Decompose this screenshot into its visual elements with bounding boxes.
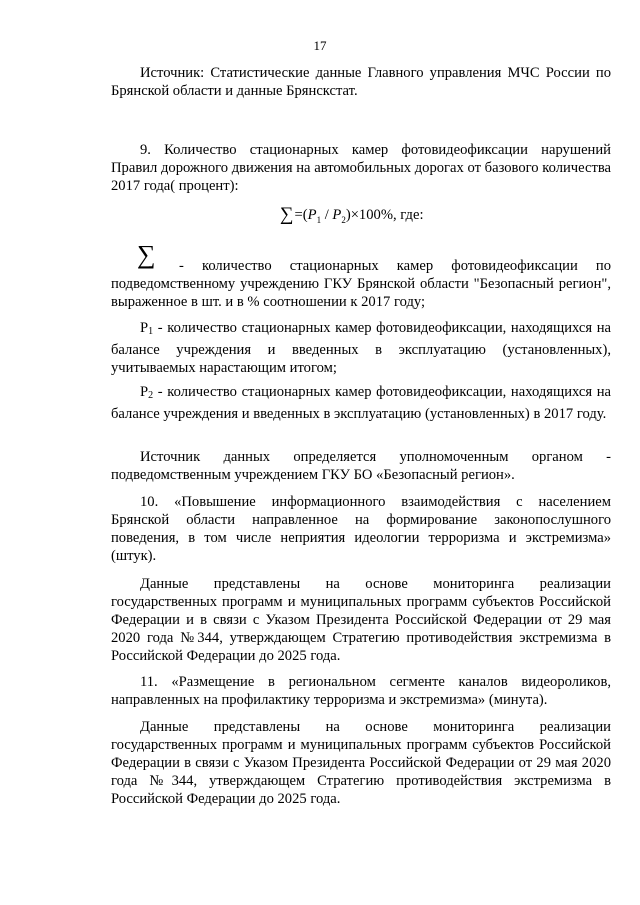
item-9-heading: 9. Количество стационарных камер фотовидеофиксации нарушений Правил дорожного движения на автомобильных дорогах от базового количества 2017 года( процент):	[111, 142, 611, 194]
formula-p2-sub: 2	[341, 214, 346, 225]
p1-text: - количество стационарных камер фотовидеофиксации, находящихся на балансе учреждения и введенных в эксплуатацию (установленных), учитываемых нарастающим итогом;	[111, 320, 611, 376]
item-11-data: Данные представлены на основе мониторинга реализации государственных программ и муниципальных программ субъектов Российской Федерации в связи с Указом Президента Российской Федерации от 29 мая 2020 года №344, утверждающем Стратегию противодействия экстремизма в Российской Федерации до 2025 года.	[111, 719, 611, 807]
formula-p2: P	[332, 207, 342, 223]
formula-p1: P	[307, 207, 317, 223]
formula-slash: /	[321, 207, 333, 223]
item-10-heading: 10. «Повышение информационного взаимодействия с населением Брянской области направленное на формирование законопослушного поведения, в том числе неприятия идеологии терроризма и экстремизма» (штук).	[111, 494, 611, 564]
p2-subscript: 2	[148, 390, 154, 401]
item-10-data: Данные представлены на основе мониторинга реализации государственных программ и муниципальных программ субъектов Российской Федерации и в связи с Указом Президента Российской Федерации от 29 мая 2020 года №344, утверждающем Стратегию противодействия экстремизма в Российской Федерации до 2025 года.	[111, 576, 611, 664]
p1-definition	[111, 319, 611, 377]
formula-tail: )×100%, где:	[345, 207, 424, 223]
source-statistics: Источник: Статистические данные Главного управления МЧС России по Брянской области и данные Брянскстат.	[111, 65, 611, 99]
formula-p1-sub: 1	[316, 214, 322, 225]
p2-definition	[111, 383, 611, 423]
sigma-definition: - количество стационарных камер фотовидеофиксации по подведомственному учреждению ГКУ Брянской области "Безопасный регион", выраженное в шт. и в % соотношении к 2017 году;	[111, 258, 611, 310]
formula	[280, 205, 424, 230]
sigma-definition-symbol: ∑	[137, 240, 156, 269]
p1-symbol: P	[140, 320, 149, 336]
p2-text: - количество стационарных камер фотовидеофиксации, находящихся на балансе учреждения и введенных в эксплуатацию (установленных) в 2017 году.	[111, 384, 611, 422]
sigma-symbol: ∑	[280, 204, 294, 225]
page-number: 17	[313, 38, 327, 53]
p1-subscript: 1	[148, 326, 154, 337]
data-source-note: Источник данных определяется уполномоченным органом - подведомственным учреждением ГКУ БО «Безопасный регион».	[111, 449, 611, 483]
formula-eq: =(	[294, 207, 308, 223]
p2-symbol: P	[140, 384, 149, 400]
item-11-heading: 11. «Размещение в региональном сегменте каналов видеороликов, направленных на профилактику терроризма и экстремизма» (минута).	[111, 674, 611, 708]
